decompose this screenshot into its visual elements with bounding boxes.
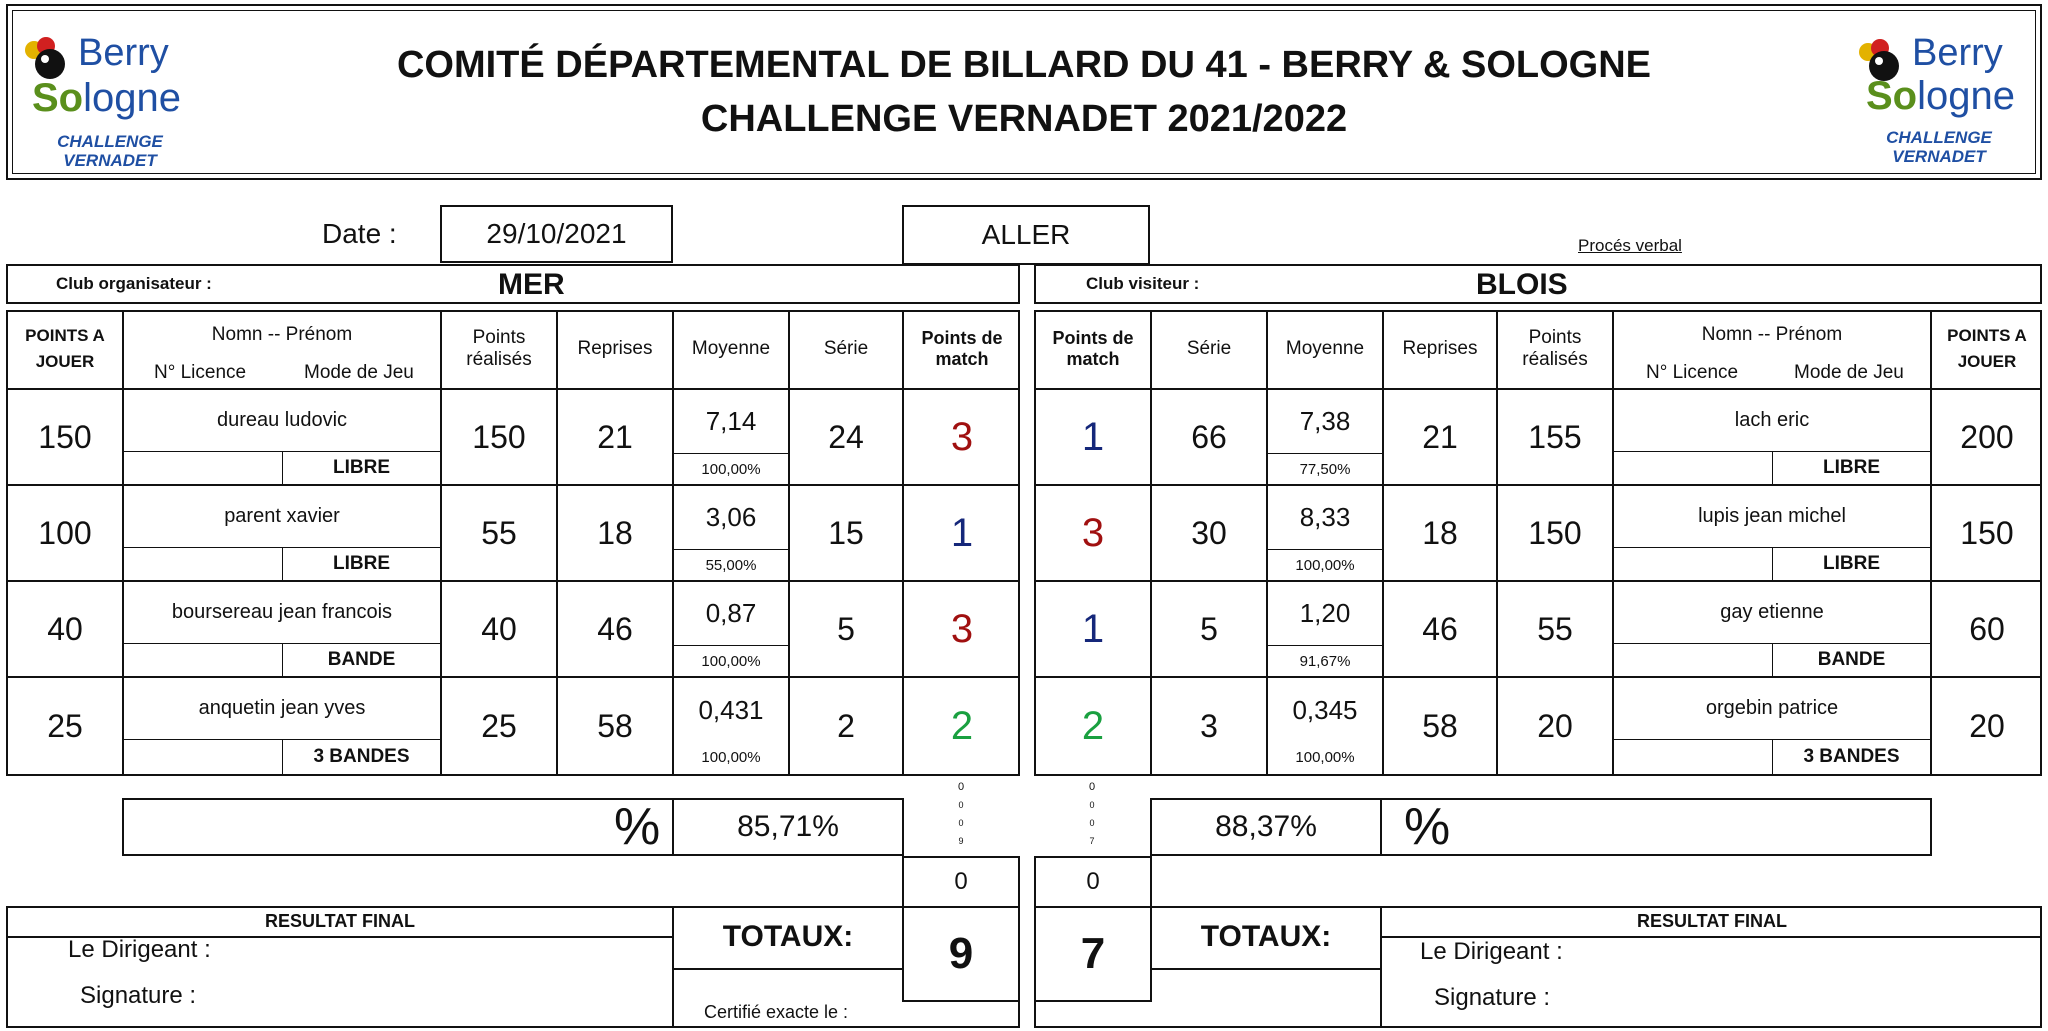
home-percent-symbol: % — [614, 798, 661, 856]
home-club-label: Club organisateur : — [56, 274, 212, 293]
home-col-serie: Série — [823, 338, 869, 359]
home-club-name: MER — [498, 268, 565, 301]
away-a-jouer: 200 — [1960, 418, 2014, 455]
points-realises: 150 — [1528, 514, 1582, 551]
mode-de-jeu: LIBRE — [282, 452, 440, 484]
away-col-points-match: Points de match — [1052, 328, 1134, 369]
mode-de-jeu: LIBRE — [1772, 452, 1930, 484]
points-realises: 55 — [1537, 610, 1573, 647]
pourcentage: 100,00% — [701, 652, 761, 670]
reprises: 58 — [1422, 707, 1458, 744]
away-player-cell — [1614, 390, 1930, 484]
away-col-moyenne: Moyenne — [1285, 338, 1365, 359]
points-de-match: 3 — [950, 414, 974, 459]
serie: 5 — [837, 610, 855, 647]
points-de-match: 1 — [1081, 414, 1105, 459]
home-col-reprises: Reprises — [577, 338, 653, 359]
points-realises: 155 — [1528, 418, 1582, 455]
serie: 2 — [837, 707, 855, 744]
moyenne-cell — [1268, 486, 1382, 580]
serie: 5 — [1200, 610, 1218, 647]
reprises: 21 — [1422, 418, 1458, 455]
away-player-cell — [1614, 678, 1930, 774]
player-name: dureau ludovic — [124, 390, 440, 452]
home-tiny-digits: 0 0 0 9 — [957, 781, 965, 846]
away-percent-value: 88,37% — [1215, 810, 1317, 843]
away-club-bar — [1034, 264, 2042, 304]
home-player-cell — [124, 390, 440, 484]
serie: 66 — [1191, 418, 1227, 455]
moyenne: 0,87 — [674, 582, 788, 646]
points-realises: 25 — [481, 707, 517, 744]
moyenne-cell — [1268, 390, 1382, 484]
pourcentage: 100,00% — [701, 748, 761, 766]
serie: 30 — [1191, 514, 1227, 551]
pourcentage: 100,00% — [1295, 556, 1355, 574]
mode-de-jeu: LIBRE — [1772, 548, 1930, 580]
home-club-bar — [6, 264, 1020, 304]
reprises: 18 — [597, 514, 633, 551]
pourcentage: 100,00% — [1295, 748, 1355, 766]
home-col-nom: Nomn -- Prénom N° Licence Mode de Jeu — [154, 324, 414, 383]
away-bonus: 0 — [1034, 856, 1152, 908]
home-resultat-final: RESULTAT FINAL — [265, 910, 415, 931]
logo-berry-text: Berry — [78, 32, 169, 74]
moyenne-cell — [674, 486, 788, 580]
reprises: 21 — [597, 418, 633, 455]
date-label: Date : — [322, 218, 397, 249]
away-col-reprises: Reprises — [1402, 338, 1478, 359]
player-name: lach eric — [1614, 390, 1930, 452]
away-totaux-label: TOTAUX: — [1200, 920, 1332, 953]
title-line-2: CHALLENGE VERNADET 2021/2022 — [700, 98, 1348, 140]
points-realises: 150 — [472, 418, 526, 455]
home-player-cell — [124, 486, 440, 580]
mode-de-jeu: 3 BANDES — [1772, 740, 1930, 774]
points-realises: 55 — [481, 514, 517, 551]
away-col-nom: Nomn -- Prénom N° Licence Mode de Jeu — [1646, 324, 1904, 383]
moyenne: 0,431 — [698, 694, 764, 725]
home-col-moyenne: Moyenne — [691, 338, 771, 359]
reprises: 46 — [1422, 610, 1458, 647]
home-a-jouer: 25 — [47, 707, 83, 744]
mode-de-jeu: LIBRE — [282, 548, 440, 580]
points-de-match: 3 — [1081, 510, 1105, 555]
away-player-cell — [1614, 486, 1930, 580]
player-name: lupis jean michel — [1614, 486, 1930, 548]
player-name: orgebin patrice — [1614, 678, 1930, 740]
reprises: 18 — [1422, 514, 1458, 551]
away-club-label: Club visiteur : — [1086, 274, 1200, 293]
mode-de-jeu: 3 BANDES — [282, 740, 440, 774]
mode-de-jeu: BANDE — [282, 644, 440, 676]
mode-de-jeu: BANDE — [1772, 644, 1930, 676]
player-name: parent xavier — [124, 486, 440, 548]
moyenne-cell — [674, 390, 788, 484]
home-totaux-label: TOTAUX: — [722, 920, 854, 953]
away-dirigeant-label: Le Dirigeant : — [1420, 938, 1563, 965]
away-col-points-a-jouer: POINTS A JOUER — [1947, 326, 2027, 371]
home-col-points-realises: Points réalisés — [466, 327, 532, 370]
certifie-label: Certifié exacte le : — [704, 1002, 849, 1022]
moyenne: 7,38 — [1268, 390, 1382, 454]
points-de-match: 2 — [950, 703, 974, 748]
points-de-match: 3 — [950, 606, 974, 651]
home-total: 9 — [902, 906, 1020, 1002]
points-de-match: 1 — [1081, 606, 1105, 651]
home-percent-value: 85,71% — [737, 810, 839, 843]
home-player-cell — [124, 678, 440, 774]
title-line-1: COMITÉ DÉPARTEMENTAL DE BILLARD DU 41 - BERRY & SOLOGNE — [396, 44, 1652, 86]
proces-verbal-link[interactable]: Procés verbal — [1578, 236, 1682, 255]
home-player-cell — [124, 582, 440, 676]
serie: 24 — [828, 418, 864, 455]
home-a-jouer: 100 — [38, 514, 92, 551]
home-a-jouer: 40 — [47, 610, 83, 647]
logo-challenge-text: CHALLENGE VERNADET — [1886, 128, 1992, 166]
moyenne: 7,14 — [674, 390, 788, 454]
reprises: 46 — [597, 610, 633, 647]
away-a-jouer: 20 — [1969, 707, 2005, 744]
logo-sologne-text: Sologne — [1866, 74, 2015, 118]
away-resultat-final: RESULTAT FINAL — [1637, 910, 1787, 931]
away-col-serie: Série — [1186, 338, 1232, 359]
away-club-name: BLOIS — [1476, 268, 1568, 301]
moyenne: 1,20 — [1268, 582, 1382, 646]
pourcentage: 91,67% — [1299, 652, 1351, 670]
pourcentage: 55,00% — [705, 556, 757, 574]
logo-sologne-text: Sologne — [32, 76, 181, 120]
moyenne: 3,06 — [674, 486, 788, 550]
away-signature-label: Signature : — [1434, 984, 1551, 1011]
serie: 15 — [828, 514, 864, 551]
pourcentage: 77,50% — [1299, 460, 1351, 478]
moyenne: 8,33 — [1268, 486, 1382, 550]
away-a-jouer: 150 — [1960, 514, 2014, 551]
logo-challenge-text: CHALLENGE VERNADET — [57, 132, 163, 170]
points-realises: 40 — [481, 610, 517, 647]
home-col-points-a-jouer: POINTS A JOUER — [25, 326, 105, 371]
player-name: boursereau jean francois — [124, 582, 440, 644]
header-inner-frame — [12, 10, 2036, 174]
points-realises: 20 — [1537, 707, 1573, 744]
away-col-points-realises: Points réalisés — [1522, 327, 1588, 370]
logo-berry-text: Berry — [1912, 32, 2003, 74]
moyenne-cell — [1268, 678, 1382, 774]
serie: 3 — [1200, 707, 1218, 744]
home-col-points-match: Points de match — [921, 328, 1003, 369]
moyenne-cell — [674, 678, 788, 774]
away-a-jouer: 60 — [1969, 610, 2005, 647]
moyenne-cell — [1268, 582, 1382, 676]
player-name: gay etienne — [1614, 582, 1930, 644]
home-bonus: 0 — [902, 856, 1020, 908]
points-de-match: 1 — [950, 510, 974, 555]
away-tiny-digits: 0 0 0 7 — [1088, 781, 1096, 846]
away-total: 7 — [1034, 906, 1152, 1002]
player-name: anquetin jean yves — [124, 678, 440, 740]
home-signature-label: Signature : — [80, 982, 197, 1009]
points-de-match: 2 — [1081, 703, 1105, 748]
date-field[interactable]: 29/10/2021 — [440, 205, 673, 263]
home-dirigeant-label: Le Dirigeant : — [68, 936, 211, 963]
pourcentage: 100,00% — [701, 460, 761, 478]
reprises: 58 — [597, 707, 633, 744]
moyenne: 0,345 — [1292, 694, 1358, 725]
away-percent-symbol: % — [1404, 798, 1451, 856]
leg-field[interactable]: ALLER — [902, 205, 1150, 265]
home-a-jouer: 150 — [38, 418, 92, 455]
moyenne-cell — [674, 582, 788, 676]
away-player-cell — [1614, 582, 1930, 676]
